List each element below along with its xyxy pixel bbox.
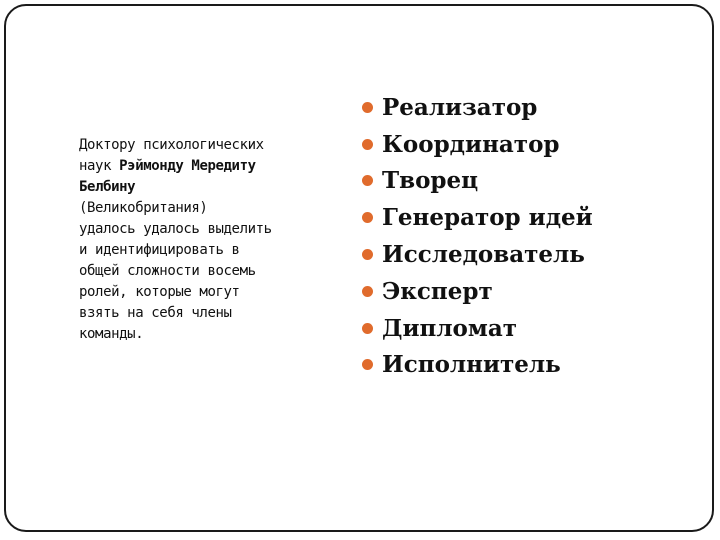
description-line-4: (Великобритания) xyxy=(79,200,208,216)
description-line-7: общей сложности восемь xyxy=(79,263,256,279)
role-item xyxy=(362,236,593,273)
description-line-9: взять на себя члены xyxy=(79,305,232,321)
bullet-dot-icon xyxy=(362,249,373,260)
description-line-2: наук Рэймонду Мередиту xyxy=(79,158,256,174)
role-item xyxy=(362,273,593,310)
bullet-dot-icon xyxy=(362,323,373,334)
description-text xyxy=(79,135,319,345)
role-label: Реализатор xyxy=(382,93,538,121)
bullet-dot-icon xyxy=(362,286,373,297)
bullet-dot-icon xyxy=(362,212,373,223)
role-label: Генератор идей xyxy=(382,204,593,232)
description-line-8: ролей, которые могут xyxy=(79,284,240,300)
roles-list xyxy=(362,89,593,383)
role-label: Координатор xyxy=(382,130,560,158)
role-label: Дипломат xyxy=(382,314,518,342)
role-item xyxy=(362,310,593,347)
role-item xyxy=(362,126,593,163)
role-label: Исполнитель xyxy=(382,351,561,379)
role-label: Исследователь xyxy=(382,241,585,269)
bullet-dot-icon xyxy=(362,102,373,113)
bullet-dot-icon xyxy=(362,359,373,370)
description-line-3: Белбину xyxy=(79,179,136,195)
description-line-6: и идентифицировать в xyxy=(79,242,240,258)
role-item xyxy=(362,163,593,200)
role-label: Эксперт xyxy=(382,277,493,305)
description-line-5: удалось удалось выделить xyxy=(79,221,272,237)
description-line-10: команды. xyxy=(79,326,144,342)
bullet-dot-icon xyxy=(362,139,373,150)
role-label: Творец xyxy=(382,167,479,195)
bullet-dot-icon xyxy=(362,175,373,186)
description-line-1: Доктору психологических xyxy=(79,137,264,153)
role-item xyxy=(362,199,593,236)
role-item xyxy=(362,347,593,384)
role-item xyxy=(362,89,593,126)
slide-frame xyxy=(4,4,714,532)
